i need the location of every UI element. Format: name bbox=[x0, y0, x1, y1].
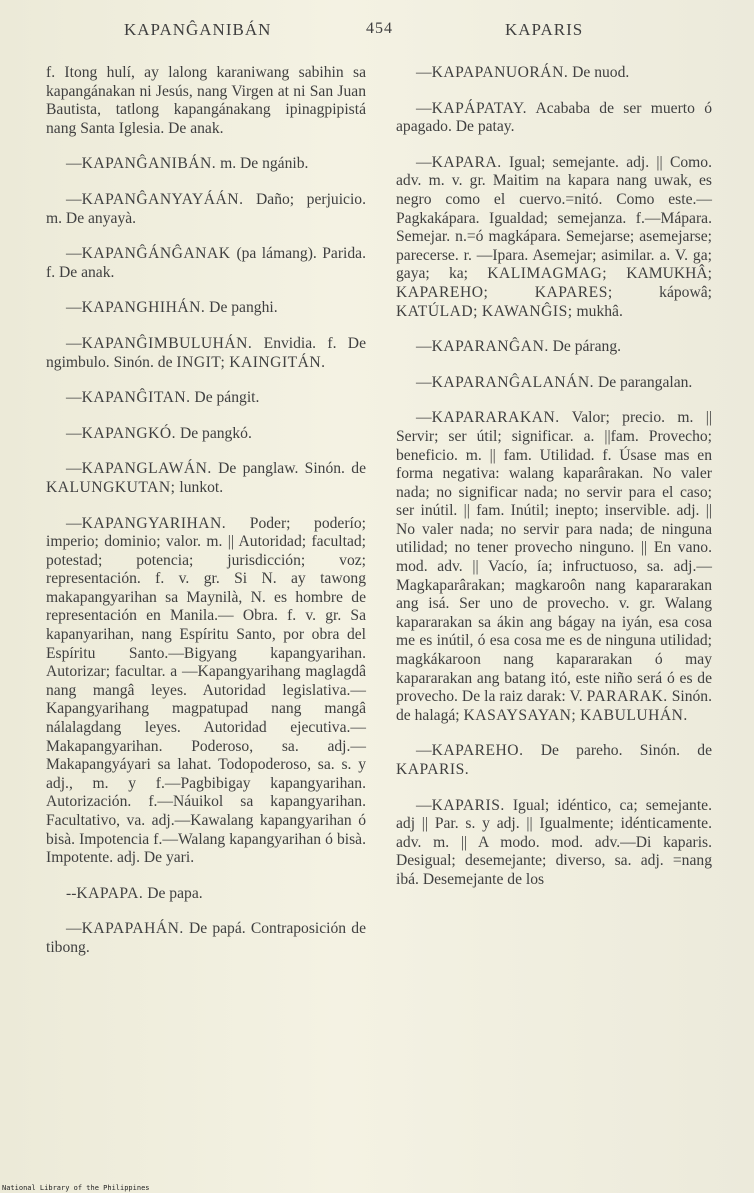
entry: --KAPAPA. De papa. bbox=[66, 884, 203, 902]
entry: —KAPARIS. Igual; idéntico, ca; semejante. adj || Par. s. y adj. || Igualmente; idénticamente. adv. m. || A modo. mod. adv.—Di kaparis. Desigual; desemejante; diverso, sa. adj. =nang ibá. Desemejante de los bbox=[396, 796, 712, 888]
entry: —KAPANĜÁNĜANAK (pa lámang). Parida. f. De anak. bbox=[46, 245, 366, 281]
entry: —KAPÁPATAY. Acababa de ser muerto ó apagado. De patay. bbox=[396, 99, 712, 136]
entry: —KAPANĜANYAYÁÁN. Daño; perjuicio. m. De anyayà. bbox=[46, 190, 366, 227]
entry: —KAPANĜIMBULUHÁN. Envidia. f. De ngimbulo. Sinón. de INGIT; KAINGITÁN. bbox=[46, 334, 366, 371]
entry: —KAPAPAHÁN. De papá. Contraposición de tibong. bbox=[46, 920, 366, 956]
entry: —KAPARANĜALANÁN. De parangalan. bbox=[416, 373, 693, 391]
right-column bbox=[396, 64, 712, 907]
entry: —KAPARA. Igual; semejante. adj. || Como. adv. m. v. gr. Maitim na kapara nang uwak, es negro como el cuervo.=nitó. Como este.—Pagkakápara. Igualdad; semejanza. f.—Mápara. Semejar. n.=ó magkápara. Semejarse; asemejarse; parecerse. r. —Ipara. Asemejar; asimilar. a. V. ga; gaya; ka; KALIMAGMAG; KAMUKHÂ; KAPAREHO; KAPARES; kápowâ; KATÚLAD; KAWANĜIS; mukhâ. bbox=[396, 153, 712, 320]
entry: —KAPARANĜAN. De párang. bbox=[416, 338, 622, 356]
library-credit: National Library of the Philippines bbox=[2, 1184, 150, 1192]
entry: —KAPANGLAWÁN. De panglaw. Sinón. de KALUNGKUTAN; lunkot. bbox=[46, 460, 366, 496]
left-column bbox=[46, 64, 366, 975]
entry: —KAPANĜANIBÁN. m. De ngánib. bbox=[66, 155, 309, 173]
running-header bbox=[0, 20, 754, 44]
header-left-guide-word: KAPANĜANIBÁN bbox=[124, 20, 272, 39]
entry: —KAPAPANUORÁN. De nuod. bbox=[416, 64, 630, 81]
entry: —KAPANĜITAN. De pángit. bbox=[66, 389, 260, 407]
entry: —KAPANGHIHÁN. De panghi. bbox=[66, 299, 278, 317]
entry: f. Itong hulí, ay lalong karaniwang sabihin sa kapangánakan ni Jesús, nang Virgen at ni San Juan Bautista, tatlong kapangánakang ipinagpipistá nang Santa Iglesia. De anak. bbox=[46, 64, 366, 137]
page-number: 454 bbox=[366, 20, 393, 37]
header-right-guide-word: KAPARIS bbox=[505, 20, 584, 39]
entry: —KAPANGKÓ. De pangkó. bbox=[66, 424, 252, 442]
entry: —KAPARARAKAN. Valor; precio. m. || Servir; ser útil; significar. a. ||fam. Provecho; beneficio. m. || fam. Utilidad. f. Úsase mas en forma negativa: walang kaparârakan. No valer nada; no significar nada; no servir para el caso; ser inútil. || fam. Inútil; inepto; inservible. adj. || No valer nada; no servir para nada; de ninguna utilidad; no tener provecho ninguno. || En vano. mod. adv. || Vacío, ía; infructuoso, sa. adj.—Magkaparârakan; magkaroôn nang kapararakan ang isá. Ser uno de provecho. v. gr. Walang kapararakan sa ákin ang bágay na iyán, esa cosa me es inútil, ó esa cosa me es de ninguna utilidad; magkákaroon nang kapararakan ó may kapararakan ang batang itó, este niño será ó es de provecho. De la raiz darak: V. PARARAK. Sinón. de halagá; KASAYSAYAN; KABULUHÁN. bbox=[396, 409, 712, 724]
entry: —KAPAREHO. De pareho. Sinón. de KAPARIS. bbox=[396, 742, 712, 778]
entry: —KAPANGYARIHAN. Poder; poderío; imperio; dominio; valor. m. || Autoridad; facultad; potestad; potencia; jurisdicción; voz; representación. f. v. gr. Si N. ay tawong makapangyarihan sa Maynilà, N. es hombre de representación en Manila.— Obra. f. v. gr. Sa kapanyarihan, nang Espíritu Santo, por obra del Espíritu Santo.—Bigyang kapangyarihan. Autorizar; facultar. a —Kapangyarihang maglagdâ nang mangâ leyes. Autoridad legislativa.—Kapangyarihang magpatupad nang mangâ nálalagdang leyes. Autoridad ejecutiva.—Makapangyarihan. Poderoso, sa. adj.—Makapangyáyari sa lahat. Todopoderoso, sa. s. y adj., m. y f.—Pagbibigay kapangyarihan. Autorización. f.—Náuikol sa kapangyarihan. Facultativo, va. adj.—Kawalang kapangyarihan ó bisà. Impotencia f.—Walang kapangyarihan ó bisà. Impotente. adj. De yari. bbox=[46, 514, 366, 867]
